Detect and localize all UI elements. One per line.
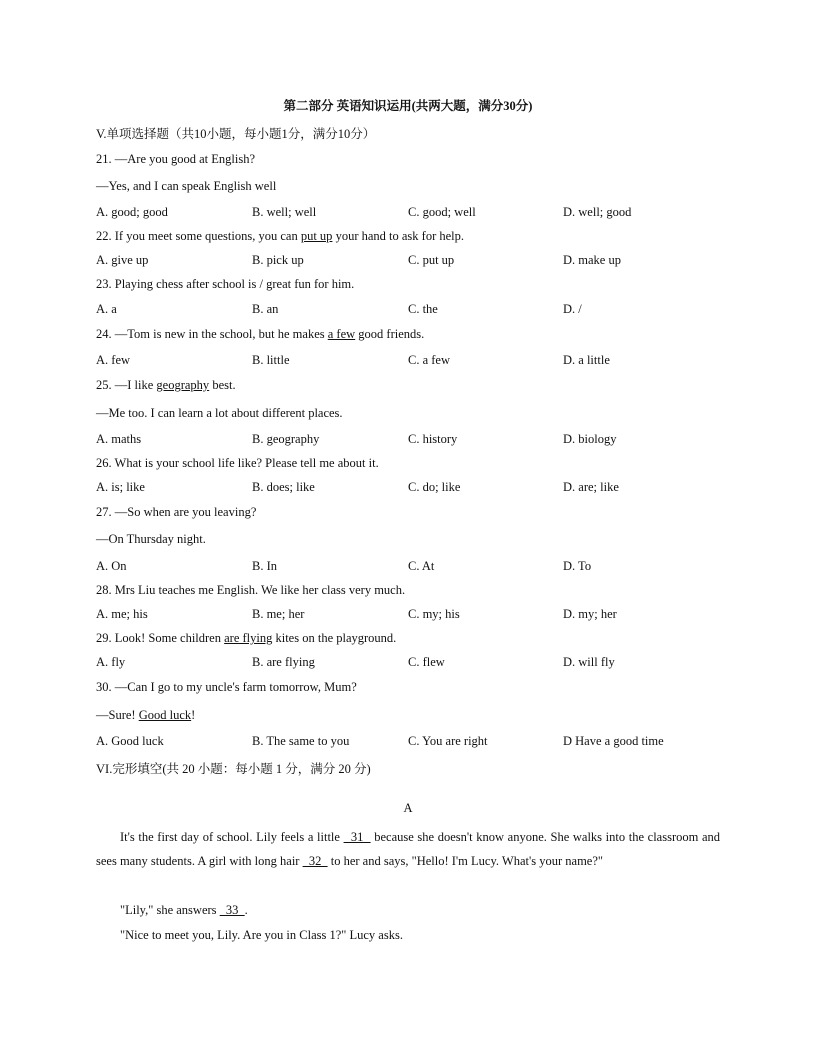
option-c: C. You are right xyxy=(408,734,488,748)
question-27-reply: —On Thursday night. xyxy=(96,532,206,546)
question-28: 28. Mrs Liu teaches me English. We like her class very much. xyxy=(96,583,406,597)
option-c: C. the xyxy=(408,302,438,316)
question-text: your hand to ask for help. xyxy=(332,229,465,243)
option-d: D. biology xyxy=(563,432,617,446)
option-a: A. maths xyxy=(96,432,142,446)
question-text: good friends. xyxy=(355,327,425,341)
question-29 xyxy=(96,631,396,646)
option-c: C. flew xyxy=(408,655,445,669)
option-c: C. put up xyxy=(408,253,455,267)
question-25-reply: —Me too. I can learn a lot about different places. xyxy=(96,406,343,420)
question-30-reply xyxy=(96,708,195,723)
option-c: C. my; his xyxy=(408,607,460,621)
question-21-options xyxy=(96,205,736,223)
question-26-options xyxy=(96,480,736,498)
question-23: 23. Playing chess after school is / great fun for him. xyxy=(96,277,355,291)
part-title: 第二部分 英语知识运用(共两大题，满分30分) xyxy=(283,99,533,113)
question-25-options xyxy=(96,432,736,450)
passage-paragraph xyxy=(96,898,720,922)
question-21: 21. —Are you good at English? xyxy=(96,152,256,166)
question-30-options xyxy=(96,734,736,752)
underlined-phrase: are flying xyxy=(224,631,273,645)
question-26: 26. What is your school life like? Please tell me about it. xyxy=(96,456,379,470)
question-23-options xyxy=(96,302,736,320)
reply-text: ! xyxy=(191,708,196,722)
option-d: D. will fly xyxy=(563,655,615,669)
option-c: C. good; well xyxy=(408,205,476,219)
option-a: A. few xyxy=(96,353,131,367)
question-29-options xyxy=(96,655,736,673)
section-heading: VI.完形填空(共 20 小题：每小题 1 分，满分 20 分) xyxy=(96,762,371,776)
option-c: C. At xyxy=(408,559,435,573)
question-text: best. xyxy=(209,378,236,392)
option-a: A. give up xyxy=(96,253,149,267)
option-b: B. me; her xyxy=(252,607,305,621)
option-c: C. a few xyxy=(408,353,450,367)
passage-text: to her and says, "Hello! I'm Lucy. What's your name?" xyxy=(327,854,603,868)
option-a: A. good; good xyxy=(96,205,168,219)
passage-heading: A xyxy=(403,801,413,815)
blank-32: 32 xyxy=(302,854,328,868)
option-d: D. To xyxy=(563,559,592,573)
option-b: B. does; like xyxy=(252,480,315,494)
underlined-phrase: Good luck xyxy=(138,708,192,722)
question-27: 27. —So when are you leaving? xyxy=(96,505,257,519)
underlined-phrase: a few xyxy=(327,327,356,341)
passage-text: because she doesn't know anyone. She walks into the classroom and sees many students. A girl with long hair xyxy=(96,830,721,868)
question-text: kites on the playground. xyxy=(272,631,397,645)
passage-text: . xyxy=(244,903,248,917)
option-c: C. do; like xyxy=(408,480,461,494)
underlined-phrase: put up xyxy=(300,229,333,243)
option-d: D. / xyxy=(563,302,582,316)
option-d: D Have a good time xyxy=(563,734,664,748)
blank-33: 33 xyxy=(219,903,245,917)
option-b: B. In xyxy=(252,559,277,573)
option-b: B. are flying xyxy=(252,655,315,669)
option-b: B. The same to you xyxy=(252,734,350,748)
option-b: B. little xyxy=(252,353,290,367)
option-a: A. me; his xyxy=(96,607,148,621)
option-b: B. pick up xyxy=(252,253,304,267)
question-24 xyxy=(96,327,424,342)
underlined-phrase: geography xyxy=(156,378,210,392)
option-c: C. history xyxy=(408,432,458,446)
question-text: 22. If you meet some questions, you can xyxy=(96,229,301,243)
option-d: D. well; good xyxy=(563,205,632,219)
passage-text: "Lily," she answers xyxy=(120,903,220,917)
option-d: D. my; her xyxy=(563,607,617,621)
option-d: D. are; like xyxy=(563,480,619,494)
question-27-options xyxy=(96,559,736,577)
option-d: D. a little xyxy=(563,353,610,367)
option-a: A. Good luck xyxy=(96,734,164,748)
passage-paragraph: "Nice to meet you, Lily. Are you in Class 1?" Lucy asks. xyxy=(120,928,403,942)
question-text: 29. Look! Some children xyxy=(96,631,225,645)
option-a: A. On xyxy=(96,559,127,573)
option-a: A. fly xyxy=(96,655,126,669)
question-30: 30. —Can I go to my uncle's farm tomorrow, Mum? xyxy=(96,680,357,694)
reply-text: —Sure! xyxy=(96,708,139,722)
question-text: 25. —I like xyxy=(96,378,157,392)
option-b: B. well; well xyxy=(252,205,317,219)
question-28-options xyxy=(96,607,736,625)
question-22-options xyxy=(96,253,736,271)
question-text: 24. —Tom is new in the school, but he makes xyxy=(96,327,328,341)
section-heading: V.单项选择题（共10小题，每小题1分，满分10分） xyxy=(96,127,376,141)
question-21-reply: —Yes, and I can speak English well xyxy=(96,179,277,193)
question-24-options xyxy=(96,353,736,371)
question-25 xyxy=(96,378,236,393)
option-b: B. geography xyxy=(252,432,320,446)
blank-31: 31 xyxy=(343,830,371,844)
option-a: A. a xyxy=(96,302,117,316)
question-22 xyxy=(96,229,464,244)
option-a: A. is; like xyxy=(96,480,145,494)
option-b: B. an xyxy=(252,302,279,316)
passage-text: It's the first day of school. Lily feels a little xyxy=(120,830,344,844)
option-d: D. make up xyxy=(563,253,621,267)
passage-paragraph xyxy=(96,825,720,873)
